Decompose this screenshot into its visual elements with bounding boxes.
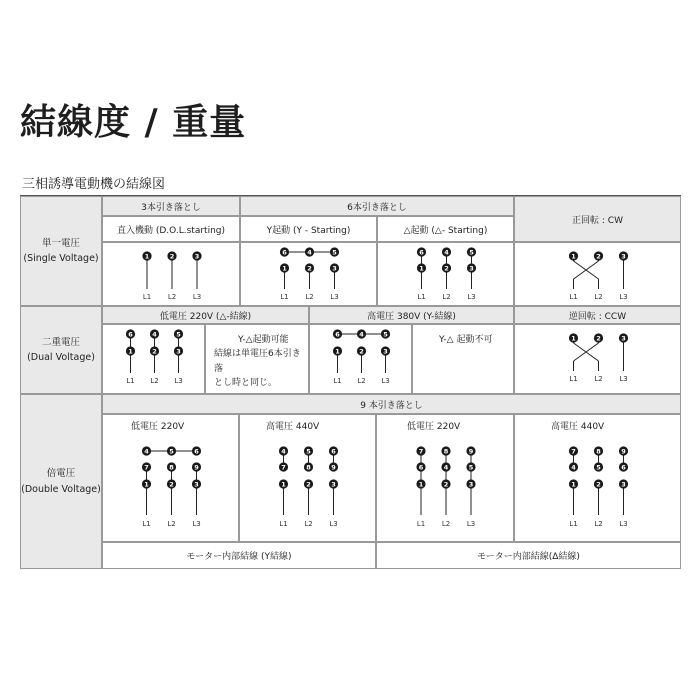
terminal-number: 4 <box>144 447 149 456</box>
terminal-number: 4 <box>571 463 576 472</box>
line-label: L3 <box>619 520 628 528</box>
terminal-number: 3 <box>331 480 336 489</box>
terminal-number: 1 <box>418 480 424 489</box>
line-label: L2 <box>304 520 313 528</box>
terminal-number: 6 <box>335 330 340 339</box>
line-label: L3 <box>381 377 390 385</box>
terminal-number: 8 <box>306 463 311 472</box>
terminal-number: 1 <box>144 252 150 261</box>
terminal-number: 2 <box>152 347 157 356</box>
wiring-diagram <box>569 446 628 528</box>
terminal-number: 9 <box>331 463 336 472</box>
terminal-number: 4 <box>152 330 157 339</box>
terminal-number: 1 <box>128 347 133 356</box>
terminal-number: 2 <box>596 480 601 489</box>
terminal-number: 6 <box>128 330 133 339</box>
terminal-number: 3 <box>194 252 200 261</box>
terminal-number: 3 <box>621 480 626 489</box>
wiring-diagram <box>417 247 476 301</box>
line-label: L3 <box>619 293 628 301</box>
line-label: L3 <box>174 377 183 385</box>
voltage-label: 高電圧 440V <box>551 422 605 432</box>
diagram-delta-start <box>378 243 515 307</box>
terminal-number: 2 <box>307 264 312 273</box>
line-label: L2 <box>167 293 177 301</box>
diagram-cw-cell <box>514 242 681 306</box>
row-label-jp: 倍電圧 <box>46 468 76 480</box>
terminal-number: 9 <box>194 463 199 472</box>
header-ccw: 逆回転 : CCW <box>514 306 681 324</box>
section-subtitle: 三相誘導電動機の結線図 <box>22 177 166 192</box>
line-label: L2 <box>442 293 451 301</box>
header-cw: 正回転 : CW <box>514 196 681 242</box>
terminal-number: 8 <box>443 447 449 456</box>
diagram-y-high <box>240 415 377 543</box>
wiring-diagram <box>333 329 390 385</box>
terminal-number: 1 <box>144 480 149 489</box>
diagram-direct <box>103 243 241 307</box>
header-delta-start: △起動 (△- Starting) <box>377 216 514 242</box>
terminal-number: 3 <box>621 334 626 343</box>
row-label-en: (Double Voltage) <box>21 483 101 495</box>
line-label: L1 <box>142 520 151 528</box>
footer-internal-y: モーター内部結線 (Y結線) <box>102 542 376 569</box>
row-label-single <box>20 196 102 306</box>
note-ydelta-ok <box>205 324 309 394</box>
terminal-number: 5 <box>176 330 181 339</box>
terminal-number: 2 <box>359 347 364 356</box>
diagram-delta-low-cell <box>376 414 514 542</box>
diagram-delta-high-cell <box>514 414 681 542</box>
diagram-ccw-cell <box>514 324 681 394</box>
terminal-number: 4 <box>359 330 364 339</box>
line-label: L2 <box>305 293 314 301</box>
row-label-dual <box>20 306 102 394</box>
diagram-delta-start-cell <box>377 242 514 306</box>
wiring-table <box>20 195 681 568</box>
line-label: L1 <box>333 377 342 385</box>
terminal-number: 1 <box>281 480 286 489</box>
terminal-number: 6 <box>621 463 626 472</box>
terminal-number: 2 <box>306 480 311 489</box>
row-label-en: (Single Voltage) <box>23 253 99 264</box>
line-label: L1 <box>416 520 426 528</box>
terminal-number: 4 <box>281 447 286 456</box>
note-line: Y-△ 起動不可 <box>439 335 493 345</box>
terminal-number: 3 <box>621 252 626 261</box>
page-title: 結線度 / 重量 <box>20 102 247 143</box>
terminal-number: 7 <box>281 463 286 472</box>
line-label: L3 <box>329 520 338 528</box>
terminal-number: 7 <box>144 463 149 472</box>
line-label: L1 <box>279 520 288 528</box>
terminal-number: 4 <box>444 248 449 257</box>
terminal-number: 5 <box>468 463 474 472</box>
diagram-high-380-cell <box>309 324 412 394</box>
terminal-number: 4 <box>307 248 312 257</box>
line-label: L3 <box>192 520 201 528</box>
terminal-number: 8 <box>169 463 174 472</box>
terminal-number: 6 <box>418 463 424 472</box>
voltage-label: 低電圧 220V <box>131 422 185 432</box>
wiring-diagram <box>280 247 339 301</box>
diagram-low-220 <box>103 325 206 395</box>
note-line: とし時と同じ。 <box>214 378 278 389</box>
terminal-number: 3 <box>194 480 199 489</box>
line-label: L2 <box>167 520 176 528</box>
footer-internal-delta: モーター内部結線(Δ結線) <box>376 542 681 569</box>
header-three-lead: 3本引き落とし <box>102 196 240 216</box>
note-line: 結線は単電圧6本引き落 <box>214 349 301 374</box>
line-label: L2 <box>594 375 603 383</box>
terminal-number: 2 <box>596 334 601 343</box>
header-nine-lead: 9 本引き落とし <box>102 394 681 414</box>
row-label-en: (Dual Voltage) <box>27 352 95 363</box>
terminal-number: 2 <box>443 480 449 489</box>
diagram-y-high-cell <box>239 414 376 542</box>
wiring-diagram <box>279 446 338 528</box>
wiring-diagram <box>142 251 201 301</box>
row-label-jp: 二重電圧 <box>41 336 80 348</box>
voltage-label: 高電圧 440V <box>266 422 320 432</box>
diagram-y-low-cell <box>102 414 239 542</box>
line-label: L2 <box>441 520 451 528</box>
line-label: L1 <box>569 520 578 528</box>
line-label: L3 <box>619 375 628 383</box>
diagram-y-start <box>241 243 378 307</box>
terminal-number: 6 <box>419 248 424 257</box>
terminal-number: 1 <box>571 334 576 343</box>
line-label: L3 <box>466 520 476 528</box>
terminal-number: 9 <box>468 447 474 456</box>
note-ydelta-ng <box>412 324 514 394</box>
line-label: L1 <box>126 377 135 385</box>
terminal-number: 4 <box>443 463 449 472</box>
note-line: Y-△起動可能 <box>238 335 289 345</box>
terminal-number: 2 <box>444 264 449 273</box>
terminal-number: 1 <box>419 264 424 273</box>
diagram-ccw <box>515 325 682 395</box>
terminal-number: 1 <box>282 264 287 273</box>
terminal-number: 1 <box>571 480 576 489</box>
row-label-double <box>20 394 102 569</box>
wiring-diagram <box>569 333 628 383</box>
diagram-high-380 <box>310 325 413 395</box>
terminal-number: 9 <box>621 447 626 456</box>
terminal-number: 2 <box>596 252 601 261</box>
wiring-diagram <box>142 446 201 528</box>
line-label: L1 <box>280 293 289 301</box>
header-six-lead: 6本引き落とし <box>240 196 514 216</box>
voltage-label: 低電圧 220V <box>407 422 461 432</box>
wiring-diagram <box>416 446 475 528</box>
terminal-number: 6 <box>331 447 336 456</box>
terminal-number: 3 <box>469 264 474 273</box>
terminal-number: 3 <box>383 347 388 356</box>
terminal-number: 7 <box>571 447 576 456</box>
diagram-delta-high <box>515 415 682 543</box>
line-label: L2 <box>594 520 603 528</box>
wiring-diagram <box>126 329 183 385</box>
header-y-start: Y起動 (Y - Starting) <box>240 216 377 242</box>
terminal-number: 1 <box>335 347 340 356</box>
terminal-number: 7 <box>418 447 424 456</box>
line-label: L1 <box>569 293 578 301</box>
terminal-number: 1 <box>571 252 576 261</box>
line-label: L1 <box>417 293 426 301</box>
line-label: L3 <box>192 293 202 301</box>
terminal-number: 2 <box>169 252 175 261</box>
terminal-number: 5 <box>383 330 388 339</box>
row-label-jp: 単一電圧 <box>41 237 80 249</box>
diagram-low-220-cell <box>102 324 205 394</box>
terminal-number: 8 <box>596 447 601 456</box>
terminal-number: 5 <box>306 447 311 456</box>
terminal-number: 5 <box>169 447 174 456</box>
line-label: L2 <box>594 293 603 301</box>
line-label: L3 <box>330 293 339 301</box>
line-label: L3 <box>467 293 476 301</box>
header-high-380-y: 高電圧 380V (Y-結線) <box>309 306 514 324</box>
header-low-220-delta: 低電圧 220V (△-結線) <box>102 306 309 324</box>
terminal-number: 6 <box>282 248 287 257</box>
terminal-number: 5 <box>596 463 601 472</box>
diagram-cw <box>515 243 682 307</box>
terminal-number: 3 <box>332 264 337 273</box>
terminal-number: 5 <box>469 248 474 257</box>
line-label: L2 <box>357 377 366 385</box>
diagram-delta-low <box>377 415 515 543</box>
line-label: L1 <box>142 293 152 301</box>
terminal-number: 3 <box>176 347 181 356</box>
wiring-diagram <box>569 251 628 301</box>
diagram-y-low <box>103 415 240 543</box>
terminal-number: 6 <box>194 447 199 456</box>
terminal-number: 2 <box>169 480 174 489</box>
diagram-y-start-cell <box>240 242 377 306</box>
terminal-number: 3 <box>468 480 474 489</box>
header-direct: 直入機動 (D.O.L.starting) <box>102 216 240 242</box>
line-label: L1 <box>569 375 578 383</box>
terminal-number: 5 <box>332 248 337 257</box>
line-label: L2 <box>150 377 159 385</box>
diagram-direct-cell <box>102 242 240 306</box>
